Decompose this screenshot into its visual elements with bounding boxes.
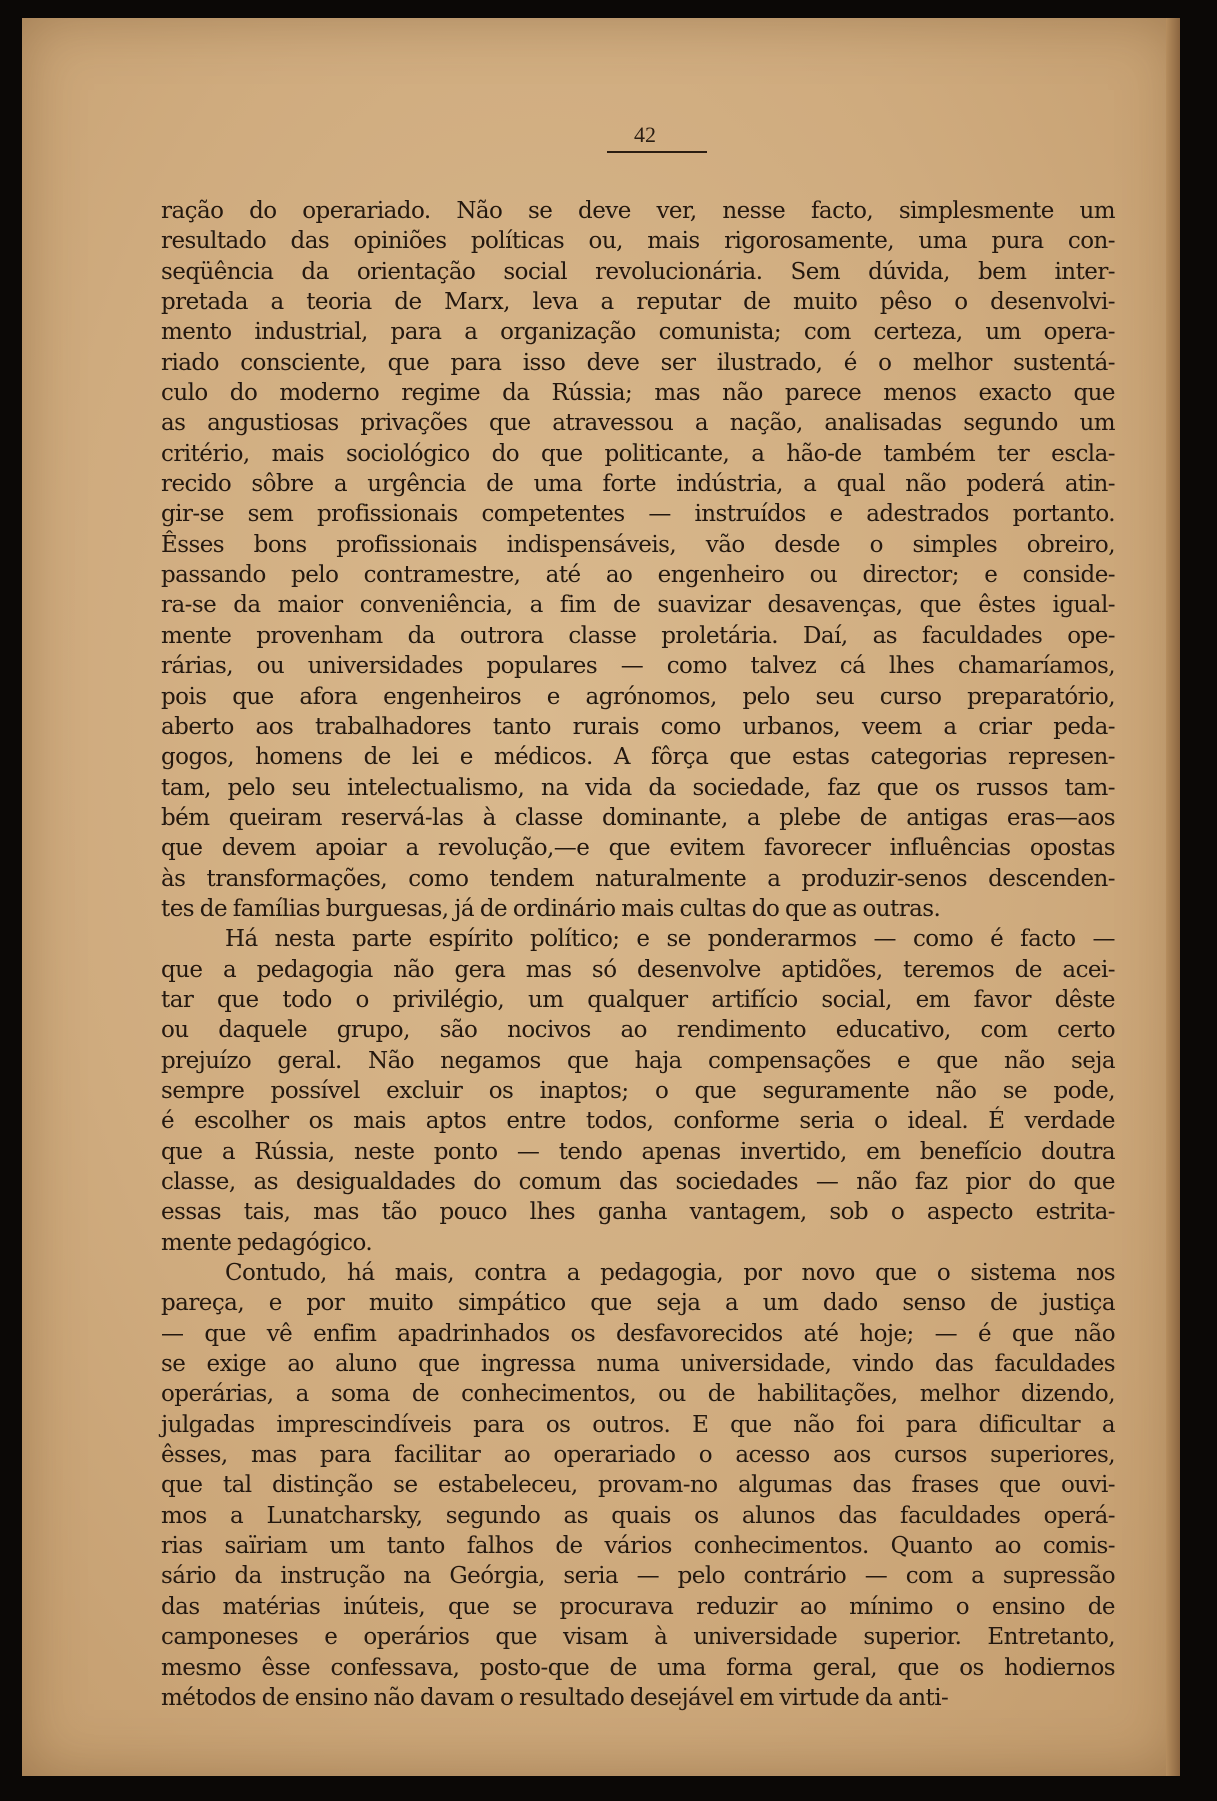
text-line: mente pedagógico. — [161, 1229, 373, 1256]
text-line: mento industrial, para a organização comunista; com certeza, um opera- — [161, 319, 1115, 346]
text-line: que a Rússia, neste ponto — tendo apenas invertido, em benefício doutra — [161, 1138, 1115, 1165]
text-line: bém queiram reservá-las à classe dominante, a plebe de antigas eras—aos — [161, 804, 1115, 831]
text-line: Há nesta parte espírito político; e se ponderarmos — como é facto — — [225, 926, 1115, 953]
text-line: pareça, e por muito simpático que seja a um dado senso de justiça — [161, 1290, 1115, 1317]
text-line: classe, as desigualdades do comum das sociedades — não faz pior do que — [161, 1169, 1115, 1195]
text-line: julgadas imprescindíveis para os outros. E que não foi para dificultar a — [161, 1411, 1115, 1438]
text-line: às transformações, como tendem naturalmente a produzir-senos descenden- — [161, 865, 1115, 892]
text-line: é escolher os mais aptos entre todos, conforme seria o ideal. É verdade — [161, 1108, 1115, 1135]
page-number-rule — [607, 151, 707, 153]
text-line: passando pelo contramestre, até ao engenheiro ou director; e conside- — [161, 562, 1115, 589]
text-line: sempre possível excluir os inaptos; o que seguramente não se pode, — [161, 1077, 1115, 1104]
text-line: rárias, ou universidades populares — como talvez cá lhes chamaríamos, — [161, 653, 1115, 680]
text-line: rias saïriam um tanto falhos de vários conhecimentos. Quanto ao comis- — [161, 1533, 1115, 1560]
text-line: critério, mais sociológico do que politicante, a hão-de também ter escla- — [161, 440, 1115, 467]
text-line: êsses, mas para facilitar ao operariado o acesso aos cursos superiores, — [161, 1442, 1115, 1469]
text-line: resultado das opiniões políticas ou, mais rigorosamente, uma pura con- — [161, 228, 1115, 255]
text-line: mos a Lunatcharsky, segundo as quais os alunos das faculdades operá- — [161, 1502, 1115, 1529]
text-line: riado consciente, que para isso deve ser ilustrado, é o melhor sustentá- — [161, 349, 1115, 376]
text-line: recido sôbre a urgência de uma forte indústria, a qual não poderá atin- — [161, 471, 1115, 498]
text-line: que a pedagogia não gera mas só desenvolve aptidões, teremos de acei- — [161, 956, 1115, 983]
text-line: ra-se da maior conveniência, a fim de suavizar desavenças, que êstes igual- — [161, 592, 1115, 619]
page-number: 42 — [634, 122, 656, 147]
text-line: das matérias inúteis, que se procurava reduzir ao mínimo o ensino de — [161, 1593, 1115, 1620]
text-line: aberto aos trabalhadores tanto rurais como urbanos, veem a criar peda- — [161, 713, 1115, 740]
page-edge — [1166, 18, 1180, 1776]
text-line: métodos de ensino não davam o resultado desejável em virtude da anti- — [161, 1684, 949, 1711]
text-line: tar que todo o privilégio, um qualquer artifício social, em favor dêste — [161, 986, 1115, 1013]
text-line: Contudo, há mais, contra a pedagogia, por novo que o sistema nos — [225, 1260, 1115, 1287]
text-line: mesmo êsse confessava, posto-que de uma forma geral, que os hodiernos — [161, 1654, 1115, 1681]
paragraph — [161, 196, 1115, 924]
paragraph — [161, 924, 1115, 1258]
text-line: Êsses bons profissionais indispensáveis, vão desde o simples obreiro, — [161, 531, 1115, 558]
text-line: pois que afora engenheiros e agrónomos, pelo seu curso preparatório, — [161, 683, 1115, 710]
text-line: sário da instrução na Geórgia, seria — pelo contrário — com a supressão — [161, 1563, 1115, 1590]
text-line: — que vê enfim apadrinhados os desfavorecidos até hoje; — é que não — [161, 1320, 1115, 1347]
text-line: seqüência da orientação social revolucionária. Sem dúvida, bem inter- — [161, 258, 1115, 285]
text-line: tam, pelo seu intelectualismo, na vida da sociedade, faz que os russos tam- — [161, 774, 1115, 801]
text-line: culo do moderno regime da Rússia; mas não parece menos exacto que — [161, 380, 1115, 407]
text-line: essas tais, mas tão pouco lhes ganha vantagem, sob o aspecto estrita- — [161, 1199, 1115, 1226]
text-line: ou daquele grupo, são nocivos ao rendimento educativo, com certo — [161, 1017, 1115, 1044]
body-text — [161, 196, 1115, 1713]
text-line: camponeses e operários que visam à universidade superior. Entretanto, — [161, 1624, 1115, 1651]
text-line: pretada a teoria de Marx, leva a reputar de muito pêso o desenvolvi- — [161, 289, 1115, 316]
text-line: que devem apoiar a revolução,—e que evitem favorecer influências opostas — [161, 835, 1115, 862]
text-line: prejuízo geral. Não negamos que haja compensações e que não seja — [161, 1047, 1115, 1074]
text-line: mente provenham da outrora classe proletária. Daí, as faculdades ope- — [161, 622, 1115, 649]
text-line: tes de famílias burguesas, já de ordinário mais cultas do que as outras. — [161, 895, 941, 922]
text-line: se exige ao aluno que ingressa numa universidade, vindo das faculdades — [161, 1351, 1115, 1378]
text-line: as angustiosas privações que atravessou a nação, analisadas segundo um — [161, 410, 1115, 437]
text-line: ração do operariado. Não se deve ver, nesse facto, simplesmente um — [161, 198, 1115, 224]
text-line: gogos, homens de lei e médicos. A fôrça que estas categorias represen- — [161, 744, 1115, 771]
paragraph — [161, 1258, 1115, 1713]
text-line: que tal distinção se estabeleceu, provam-no algumas das frases que ouvi- — [161, 1472, 1115, 1499]
text-line: gir-se sem profissionais competentes — instruídos e adestrados portanto. — [161, 501, 1115, 528]
text-line: operárias, a soma de conhecimentos, ou de habilitações, melhor dizendo, — [161, 1381, 1115, 1408]
